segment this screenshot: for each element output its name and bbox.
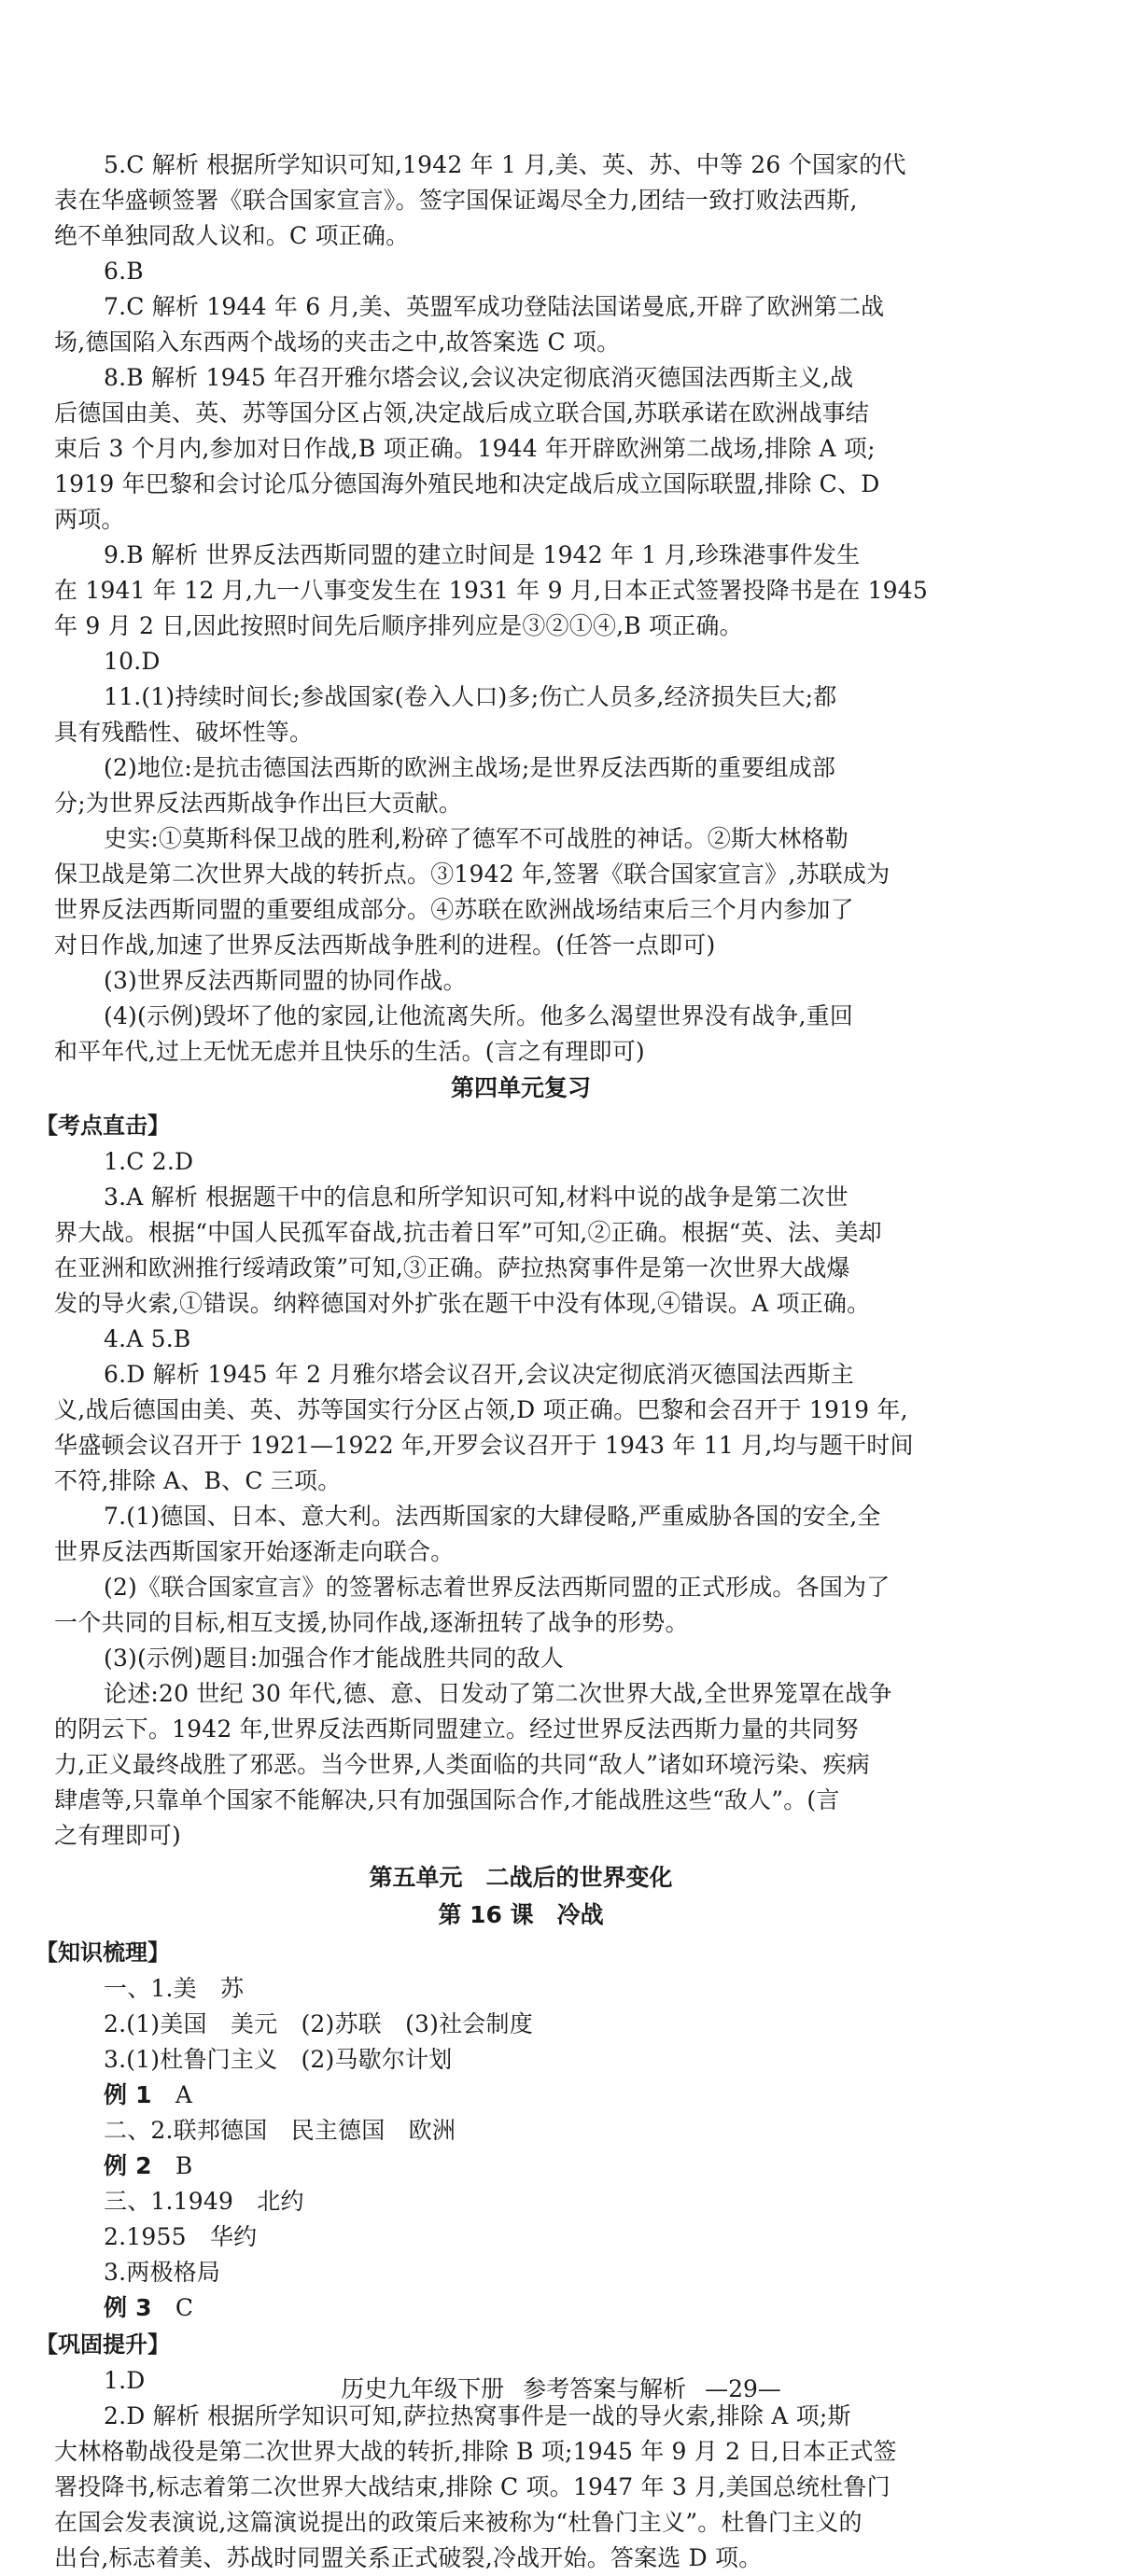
line-text: (4)(示例)毁坏了他的家园,让他流离失所。他多么渴望世界没有战争,重回 [104, 1002, 854, 1029]
line-text: 1919 年巴黎和会讨论瓜分德国海外殖民地和决定战后成立国际联盟,排除 C、D [54, 470, 880, 497]
text-line [54, 2007, 988, 2042]
text-line [54, 644, 988, 679]
text-line [54, 218, 988, 254]
text-line [54, 396, 988, 431]
line-text: (3)(示例)题目:加强合作才能战胜共同的敌人 [104, 1645, 564, 1672]
text-line [54, 963, 988, 999]
line-text: 三、1.1949 北约 [104, 2188, 304, 2215]
text-line [54, 892, 988, 928]
line-text: 出台,标志着美、苏战时同盟关系正式破裂,冷战开始。答案选 D 项。 [54, 2544, 763, 2571]
line-text: 在国会发表演说,这篇演说提出的政策后来被称为“杜鲁门主义”。杜鲁门主义的 [54, 2509, 863, 2536]
line-text: 具有残酷性、破坏性等。 [54, 719, 314, 746]
line-text: 10.D [104, 648, 161, 675]
line-text: 发的导火索,①错误。纳粹德国对外扩张在题干中没有体现,④错误。A 项正确。 [54, 1290, 871, 1317]
line-text: 大林格勒战役是第二次世界大战的转折,排除 B 项;1945 年 9 月 2 日,日本正式签 [54, 2438, 897, 2465]
text-line [54, 2470, 988, 2505]
line-text: 义,战后德国由美、英、苏等国实行分区占领,D 项正确。巴黎和会召开于 1919 年, [54, 1396, 908, 1423]
example-label: 例 1 [104, 2081, 152, 2108]
line-text: (3)世界反法西斯同盟的协同作战。 [104, 967, 467, 994]
text-line [54, 2255, 988, 2290]
line-text: 束后 3 个月内,参加对日作战,B 项正确。1944 年开辟欧洲第二战场,排除 A 项; [54, 435, 876, 462]
text-line [54, 1712, 988, 1747]
text-line [54, 821, 988, 857]
unit5-title: 第五单元 二战后的世界变化 [369, 1864, 673, 1891]
line-text: (2)《联合国家宣言》的签署标志着世界反法西斯同盟的正式形成。各国为了 [104, 1574, 891, 1601]
page-footer [0, 2371, 1122, 2408]
text-line [54, 1357, 988, 1393]
line-text: 9.B 解析 世界反法西斯同盟的建立时间是 1942 年 1 月,珍珠港事件发生 [104, 541, 861, 568]
example-label: 例 3 [104, 2294, 152, 2321]
text-line [54, 1428, 988, 1463]
line-text: 4.A 5.B [104, 1325, 191, 1352]
line-text: 年 9 月 2 日,因此按照时间先后顺序排列应是③②①④,B 项正确。 [54, 612, 743, 639]
zhishi-header: 【知识梳理】 [35, 1939, 170, 1966]
line-text: 3.A 解析 根据题干中的信息和所学知识可知,材料中说的战争是第二次世 [104, 1183, 849, 1211]
footer-subject: 历史九年级下册 [341, 2375, 505, 2402]
text-line [54, 1215, 988, 1251]
text-line [54, 1499, 988, 1534]
text-line [54, 1463, 988, 1499]
line-text: 两项。 [54, 506, 125, 533]
text-line [54, 1641, 988, 1676]
text-line [54, 2149, 988, 2184]
line-text: 二、2.联邦德国 民主德国 欧洲 [104, 2117, 456, 2144]
line-text: 场,德国陷入东西两个战场的夹击之中,故答案选 C 项。 [54, 329, 621, 356]
text-line [54, 857, 988, 892]
line-text: 的阴云下。1942 年,世界反法西斯同盟建立。经过世界反法西斯力量的共同努 [54, 1715, 859, 1743]
knowledge-list [54, 1971, 988, 2326]
text-line [54, 2541, 988, 2576]
text-line [54, 2290, 988, 2326]
text-line [54, 2113, 988, 2149]
text-line [54, 1180, 988, 1215]
text-line [54, 1676, 988, 1712]
line-text: 世界反法西斯国家开始逐渐走向联合。 [54, 1538, 455, 1565]
text-line [54, 1251, 988, 1286]
footer-title: 参考答案与解析 [523, 2375, 687, 2402]
line-text: 11.(1)持续时间长;参战国家(卷入人口)多;伤亡人员多,经济损失巨大;都 [104, 683, 837, 710]
text-line [54, 502, 988, 538]
line-text: 力,正义最终战胜了邪恶。当今世界,人类面临的共同“敌人”诸如环境污染、疾病 [54, 1751, 870, 1778]
answers-section-1 [54, 147, 988, 1070]
lesson-title: 第 16 课 冷战 [438, 1901, 604, 1928]
text-line [54, 289, 988, 325]
line-text: 2.(1)美国 美元 (2)苏联 (3)社会制度 [104, 2010, 533, 2037]
line-text: 7.(1)德国、日本、意大利。法西斯国家的大肆侵略,严重威胁各国的安全,全 [104, 1503, 881, 1530]
text-line [54, 1570, 988, 1605]
line-text: 7.C 解析 1944 年 6 月,美、英盟军成功登陆法国诺曼底,开辟了欧洲第二战 [104, 293, 885, 320]
line-text: 之有理即可) [54, 1822, 181, 1849]
line-text: 肆虐等,只靠单个国家不能解决,只有加强国际合作,才能战胜这些“敌人”。(言 [54, 1786, 840, 1813]
line-text: 5.C 解析 根据所学知识可知,1942 年 1 月,美、英、苏、中等 26 个国家的代 [104, 151, 906, 178]
answer-page [35, 147, 988, 2576]
line-text: 6.D 解析 1945 年 2 月雅尔塔会议召开,会议决定彻底消灭德国法西斯主 [104, 1361, 854, 1388]
line-text: 不符,排除 A、B、C 三项。 [54, 1467, 342, 1494]
text-line [54, 1971, 988, 2007]
line-text: 分;为世界反法西斯战争作出巨大贡献。 [54, 790, 463, 817]
line-text: 世界反法西斯同盟的重要组成部分。④苏联在欧洲战场结束后三个月内参加了 [54, 896, 854, 923]
text-line [54, 467, 988, 502]
text-line [54, 2219, 988, 2255]
text-line [54, 573, 988, 609]
gonggu-header: 【巩固提升】 [35, 2331, 170, 2358]
line-text: 表在华盛顿签署《联合国家宣言》。签字国保证竭尽全力,团结一致打败法西斯, [54, 187, 858, 214]
text-line [54, 254, 988, 289]
line-text: 1.C 2.D [104, 1148, 194, 1175]
line-text: 3.两极格局 [104, 2259, 221, 2286]
page-number: —29— [705, 2375, 781, 2402]
line-text: 一个共同的目标,相互支援,协同作战,逐渐扭转了战争的形势。 [54, 1609, 689, 1636]
text-line [54, 715, 988, 750]
text-line [54, 999, 988, 1034]
line-text: 对日作战,加速了世界反法西斯战争胜利的进程。(任答一点即可) [54, 931, 716, 959]
text-line [54, 2184, 988, 2219]
text-line [54, 1605, 988, 1641]
line-text: 2.D 解析 根据所学知识可知,萨拉热窝事件是一战的导火索,排除 A 项;斯 [104, 2402, 851, 2429]
unit4-review-title: 第四单元复习 [450, 1074, 591, 1101]
text-line [54, 147, 988, 183]
line-text: 绝不单独同敌人议和。C 项正确。 [54, 222, 410, 249]
text-line [54, 2434, 988, 2470]
line-text: 1.D [104, 2367, 146, 2394]
text-line [54, 1144, 988, 1180]
text-line [54, 1322, 988, 1357]
text-line [54, 1534, 988, 1570]
line-text: 3.(1)杜鲁门主义 (2)马歇尔计划 [104, 2046, 453, 2073]
line-text: 署投降书,标志着第二次世界大战结束,排除 C 项。1947 年 3 月,美国总统杜鲁门 [54, 2473, 891, 2500]
line-text: (2)地位:是抗击德国法西斯的欧洲主战场;是世界反法西斯的重要组成部 [104, 754, 836, 781]
line-text: 2.1955 华约 [104, 2223, 258, 2250]
line-text: 在亚洲和欧洲推行绥靖政策”可知,③正确。萨拉热窝事件是第一次世界大战爆 [54, 1254, 850, 1281]
text-line [54, 1286, 988, 1322]
text-line [54, 609, 988, 644]
text-line [54, 679, 988, 715]
line-text: 一、1.美 苏 [104, 1975, 245, 2002]
line-text: 6.B [104, 258, 144, 285]
text-line [54, 2505, 988, 2541]
example-label: 例 2 [104, 2152, 152, 2179]
text-line [54, 325, 988, 360]
line-text: 后德国由美、英、苏等国分区占领,决定战后成立联合国,苏联承诺在欧洲战事结 [54, 399, 870, 427]
text-line [54, 1783, 988, 1818]
line-text: 和平年代,过上无忧无虑并且快乐的生活。(言之有理即可) [54, 1038, 645, 1065]
text-line [54, 431, 988, 467]
text-line [54, 786, 988, 821]
kaodian-header: 【考点直击】 [35, 1113, 170, 1139]
line-text: 在 1941 年 12 月,九一八事变发生在 1931 年 9 月,日本正式签署投降书是在 1945 [54, 577, 929, 604]
text-line [54, 1034, 988, 1070]
text-line [54, 2042, 988, 2078]
line-text: 8.B 解析 1945 年召开雅尔塔会议,会议决定彻底消灭德国法西斯主义,战 [104, 364, 854, 391]
text-line [54, 750, 988, 786]
line-text: 保卫战是第二次世界大战的转折点。③1942 年,签署《联合国家宣言》,苏联成为 [54, 861, 891, 888]
line-text: 论述:20 世纪 30 年代,德、意、日发动了第二次世界大战,全世界笼罩在战争 [104, 1680, 892, 1707]
line-text: 史实:①莫斯科保卫战的胜利,粉碎了德军不可战胜的神话。②斯大林格勒 [104, 825, 849, 852]
text-line [54, 928, 988, 963]
text-line [54, 1747, 988, 1783]
line-text: 华盛顿会议召开于 1921—1922 年,开罗会议召开于 1943 年 11 月,均与题干时间 [54, 1432, 914, 1459]
text-line [54, 1818, 988, 1854]
text-line [54, 183, 988, 218]
text-line [54, 538, 988, 573]
answers-section-2 [54, 1144, 988, 1854]
line-text: C [151, 2294, 194, 2321]
text-line [54, 2078, 988, 2113]
text-line [54, 1393, 988, 1428]
text-line [54, 360, 988, 396]
line-text: B [151, 2152, 193, 2179]
line-text: A [151, 2081, 193, 2108]
line-text: 界大战。根据“中国人民孤军奋战,抗击着日军”可知,②正确。根据“英、法、美却 [54, 1219, 882, 1246]
